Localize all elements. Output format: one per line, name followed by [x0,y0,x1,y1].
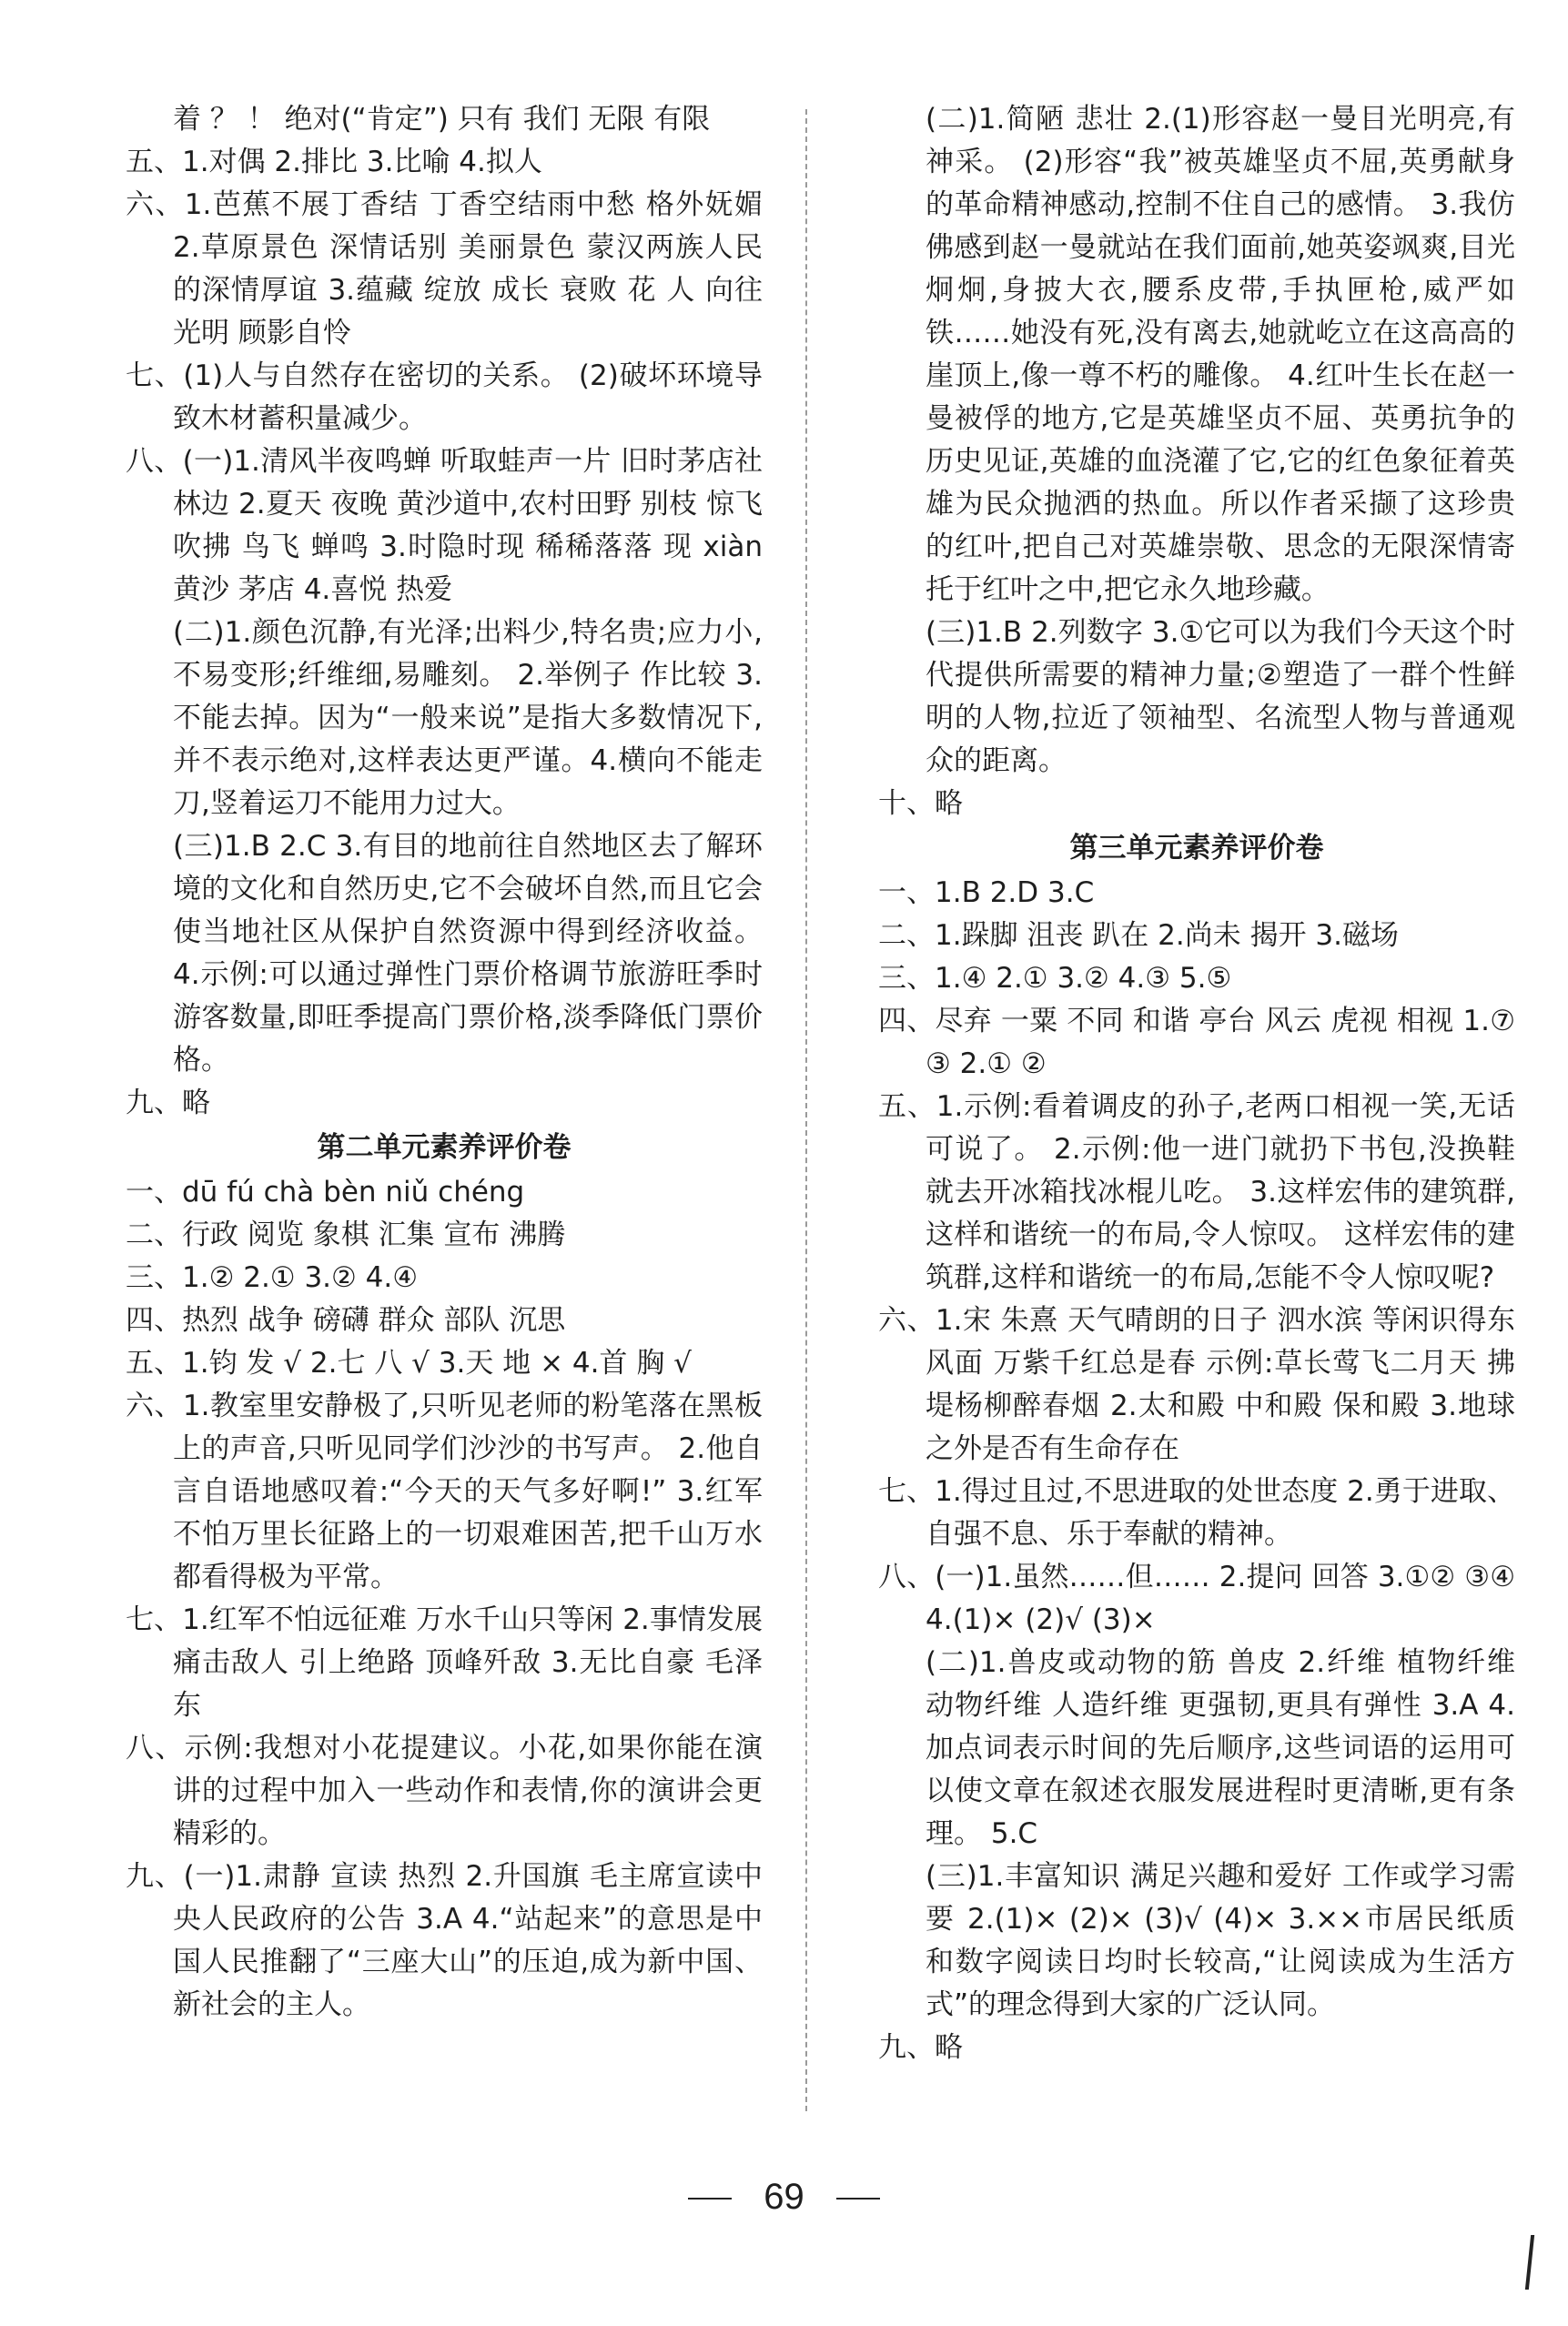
answer-paragraph: 七、(1)人与自然存在密切的关系。 (2)破坏环境导致木材蓄积量减少。 [126,359,763,435]
answer-paragraph: 六、1.教室里安静极了,只听见老师的粉笔落在黑板上的声音,只听见同学们沙沙的书写声。 2.他自言自语地感叹着:“今天的天气多好啊!” 3.红军不怕万里长征路上的一切艰难困苦,把千山万水都看得极为平常。 [126,1390,763,1593]
answer-paragraph: (二)1.兽皮或动物的筋 兽皮 2.纤维 植物纤维 动物纤维 人造纤维 更强韧,更具有弹性 3.A 4.加点词表示时间的先后顺序,这些词语的运用可以使文章在叙述衣服发展进程时更清晰,更有条理。 5.C [926,1646,1515,1850]
answer-paragraph: 八、(一)1.清风半夜鸣蝉 听取蛙声一片 旧时茅店社林边 2.夏天 夜晚 黄沙道中,农村田野 别枝 惊飞 吹拂 鸟飞 蝉鸣 3.时隐时现 稀稀落落 现 xiàn 黄沙 茅店 4.喜悦 热爱 [126,445,763,606]
answer-paragraph: 四、热烈 战争 磅礴 群众 部队 沉思 [126,1304,566,1337]
scan-edge-mark [1525,2235,1534,2290]
footer-dash-left [688,2198,732,2200]
answer-paragraph: 五、1.对偶 2.排比 3.比喻 4.拟人 [126,146,542,178]
answer-paragraph: 四、尽弃 一粟 不同 和谐 亭台 风云 虎视 相视 1.⑦ ③ 2.① ② [878,1005,1515,1080]
answer-paragraph: 六、1.宋 朱熹 天气晴朗的日子 泗水滨 等闲识得东风面 万紫千红总是春 示例:草长莺飞二月天 拂堤杨柳醉春烟 2.太和殿 中和殿 保和殿 3.地球之外是否有生命存在 [878,1304,1515,1465]
answer-paragraph: 一、1.B 2.D 3.C [878,876,1095,909]
answer-paragraph: 五、1.示例:看着调皮的孙子,老两口相视一笑,无话可说了。 2.示例:他一进门就扔下书包,没换鞋就去开冰箱找冰棍儿吃。 3.这样宏伟的建筑群,这样和谐统一的布局,令人惊叹。 这样宏伟的建筑群,这样和谐统一的布局,怎能不令人惊叹呢? [878,1090,1515,1294]
answer-paragraph: (三)1.丰富知识 满足兴趣和爱好 工作或学习需要 2.(1)× (2)× (3)√ (4)× 3.××市居民纸质和数字阅读日均时长较高,“让阅读成为生活方式”的理念得到大家的广泛认同。 [926,1860,1515,2021]
answer-paragraph: 六、1.芭蕉不展丁香结 丁香空结雨中愁 格外妩媚 2.草原景色 深情话别 美丽景色 蒙汉两族人民的深情厚谊 3.蕴藏 绽放 成长 衰败 花 人 向往光明 顾影自怜 [126,188,763,349]
footer-dash-right [836,2198,880,2200]
answer-paragraph: 二、1.跺脚 沮丧 趴在 2.尚未 揭开 3.磁场 [878,919,1399,952]
answer-paragraph: 三、1.④ 2.① 3.② 4.③ 5.⑤ [878,962,1232,995]
column-divider [805,109,807,2111]
answer-paragraph: 九、略 [126,1087,210,1119]
left-column [126,98,763,2027]
page-footer [0,2177,1568,2218]
answer-paragraph: (二)1.颜色沉静,有光泽;出料少,特名贵;应力小,不易变形;纤维细,易雕刻。 2.举例子 作比较 3.不能去掉。因为“一般来说”是指大多数情况下,并不表示绝对,这样表达更严谨。4.横向不能走刀,竖着运刀不能用力过大。 [173,616,763,820]
answer-paragraph: 二、行政 阅览 象棋 汇集 宣布 沸腾 [126,1219,566,1251]
answer-paragraph: 五、1.钧 发 √ 2.七 八 √ 3.天 地 × 4.首 胸 √ [126,1347,692,1380]
answer-paragraph: 八、(一)1.虽然……但…… 2.提问 回答 3.①② ③④ 4.(1)× (2)√ (3)× [878,1561,1515,1636]
answer-paragraph: 十、略 [878,787,963,820]
answer-paragraph: 一、dū fú chà bèn niǔ chéng [126,1176,525,1209]
page-number: 69 [764,2177,804,2217]
section-heading: 第三单元素养评价卷 [1069,832,1324,865]
answer-paragraph: 三、1.② 2.① 3.② 4.④ [126,1261,419,1294]
right-column [878,98,1515,2069]
answer-paragraph: (三)1.B 2.C 3.有目的地前往自然地区去了解环境的文化和自然历史,它不会破坏自然,而且它会使当地社区从保护自然资源中得到经济收益。 4.示例:可以通过弹性门票价格调节旅游旺季时游客数量,即旺季提高门票价格,淡季降低门票价格。 [173,830,763,1077]
answer-paragraph: (三)1.B 2.列数字 3.①它可以为我们今天这个时代提供所需要的精神力量;②塑造了一群个性鲜明的人物,拉近了领袖型、名流型人物与普通观众的距离。 [926,616,1515,777]
answer-paragraph: 七、1.红军不怕远征难 万水千山只等闲 2.事情发展 痛击敌人 引上绝路 顶峰歼敌 3.无比自豪 毛泽东 [126,1603,763,1722]
answer-paragraph: 七、1.得过且过,不思进取的处世态度 2.勇于进取、自强不息、乐于奉献的精神。 [878,1475,1515,1551]
answer-paragraph: (二)1.简陋 悲壮 2.(1)形容赵一曼目光明亮,有神采。 (2)形容“我”被英雄坚贞不屈,英勇献身的革命精神感动,控制不住自己的感情。 3.我仿佛感到赵一曼就站在我们面前,她英姿飒爽,目光炯炯,身披大衣,腰系皮带,手执匣枪,威严如铁……她没有死,没有离去,她就屹立在这高高的崖顶上,像一尊不朽的雕像。 4.红叶生长在赵一曼被俘的地方,它是英雄坚贞不屈、英勇抗争的历史见证,英雄的血浇灌了它,它的红色象征着英雄为民众抛洒的热血。所以作者采撷了这珍贵的红叶,把自己对英雄崇敬、思念的无限深情寄托于红叶之中,把它永久地珍藏。 [926,103,1515,606]
answer-paragraph: 九、(一)1.肃静 宣读 热烈 2.升国旗 毛主席宣读中央人民政府的公告 3.A 4.“站起来”的意思是中国人民推翻了“三座大山”的压迫,成为新中国、新社会的主人。 [126,1860,763,2021]
answer-paragraph: 八、示例:我想对小花提建议。小花,如果你能在演讲的过程中加入一些动作和表情,你的演讲会更精彩的。 [126,1732,763,1850]
answer-paragraph: 着 ？ ！ 绝对(“肯定”) 只有 我们 无限 有限 [173,103,711,136]
answer-paragraph: 九、略 [878,2031,963,2064]
section-heading: 第二单元素养评价卷 [317,1131,572,1164]
